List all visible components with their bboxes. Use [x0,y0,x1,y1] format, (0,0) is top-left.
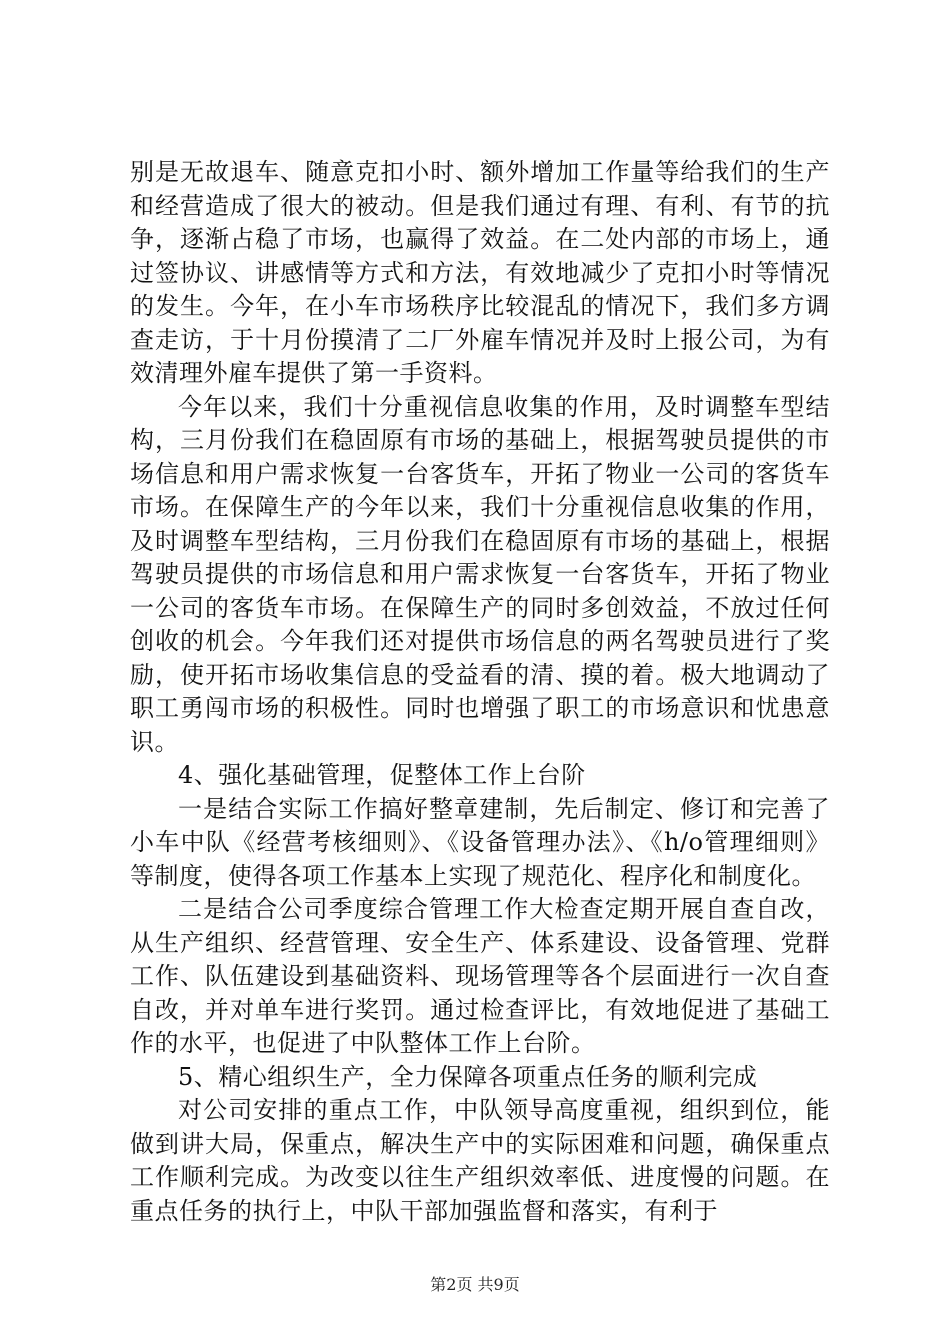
page-footer: 第2页 共9页 [430,1275,520,1294]
paragraph-continuation: 别是无故退车、随意克扣小时、额外增加工作量等给我们的生产和经营造成了很大的被动。但是我们通过有理、有利、有节的抗争，逐渐占稳了市场，也赢得了效益。在二处内部的市场上，通过签协议、讲感情等方式和方法，有效地减少了克扣小时等情况的发生。今年，在小车市场秩序比较混乱的情况下，我们多方调查走访，于十月份摸清了二厂外雇车情况并及时上报公司，为有效清理外雇车提供了第一手资料。 [130,158,830,387]
paragraph-key-tasks: 对公司安排的重点工作，中队领导高度重视，组织到位，能做到讲大局，保重点，解决生产中的实际困难和问题，确保重点工作顺利完成。为改变以往生产组织效率低、进度慢的问题。在重点任务的执行上，中队干部加强监督和落实，有利于 [130,1096,830,1225]
paragraph-rules: 一是结合实际工作搞好整章建制，先后制定、修订和完善了小车中队《经营考核细则》、《设备管理办法》、《h/o管理细则》等制度，使得各项工作基本上实现了规范化、程序化和制度化。 [130,794,830,890]
paragraph-self-inspection: 二是结合公司季度综合管理工作大检查定期开展自查自改，从生产组织、经营管理、安全生产、体系建设、设备管理、党群工作、队伍建设到基础资料、现场管理等各个层面进行一次自查自改，并对单车进行奖罚。通过检查评比，有效地促进了基础工作的水平，也促进了中队整体工作上台阶。 [130,895,830,1057]
document-body [130,156,830,1228]
paragraph-market-info: 今年以来，我们十分重视信息收集的作用，及时调整车型结构，三月份我们在稳固原有市场的基础上，根据驾驶员提供的市场信息和用户需求恢复一台客货车，开拓了物业一公司的客货车市场。在保障生产的今年以来，我们十分重视信息收集的作用，及时调整车型结构，三月份我们在稳固原有市场的基础上，根据驾驶员提供的市场信息和用户需求恢复一台客货车，开拓了物业一公司的客货车市场。在保障生产的同时多创效益，不放过任何创收的机会。今年我们还对提供市场信息的两名驾驶员进行了奖励，使开拓市场收集信息的受益看的清、摸的着。极大地调动了职工勇闯市场的积极性。同时也增强了职工的市场意识和忧患意识。 [130,392,830,756]
section-heading-5: 5、精心组织生产，全力保障各项重点任务的顺利完成 [178,1062,758,1091]
section-heading-4: 4、强化基础管理，促整体工作上台阶 [178,761,586,789]
